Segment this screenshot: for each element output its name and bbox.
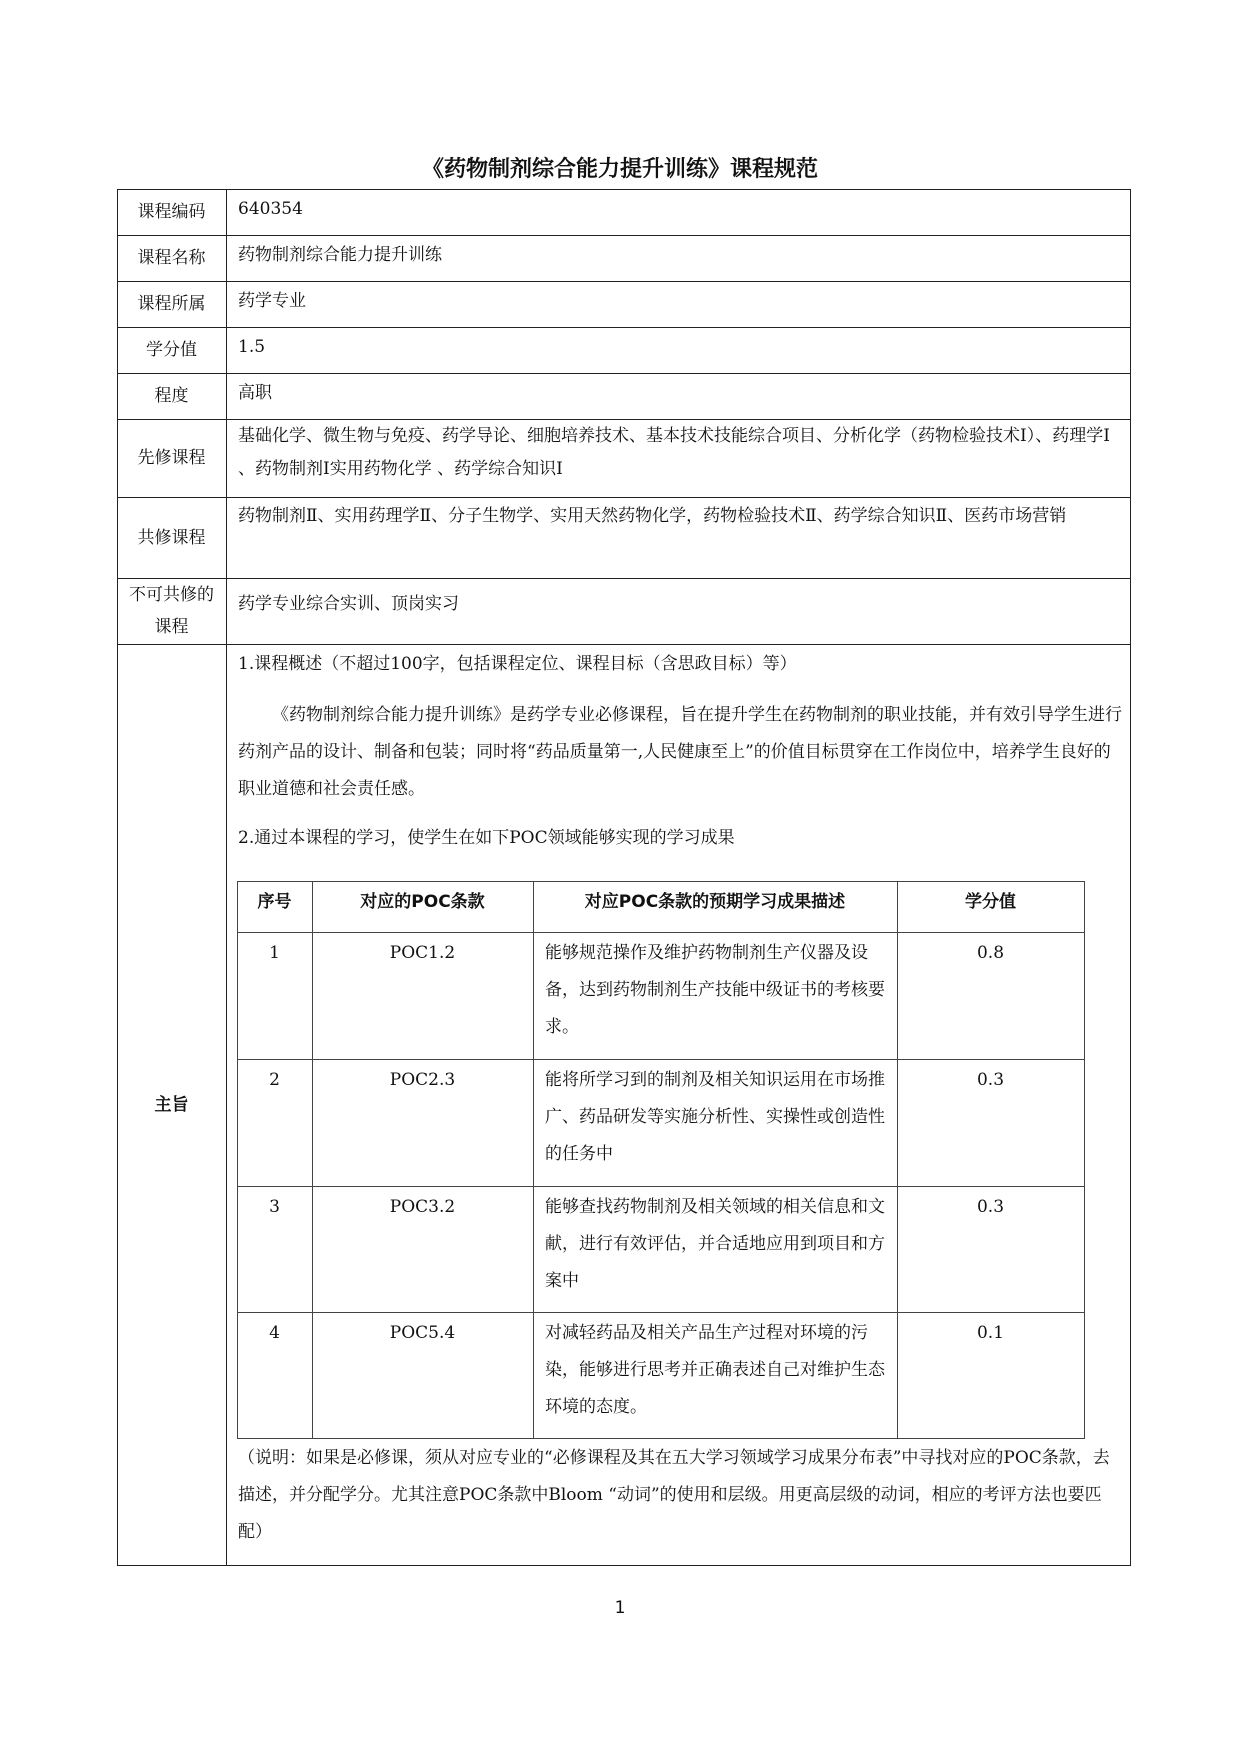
row-divider (117, 235, 1131, 236)
table-border (1130, 189, 1131, 1565)
overview-heading: 1.课程概述（不超过100字，包括课程定位、课程目标（含思政目标）等） (238, 654, 797, 674)
header-description: 对应POC条款的预期学习成果描述 (584, 892, 846, 912)
label-corequisites: 共修课程 (137, 527, 206, 548)
row-credit: 0.1 (976, 1323, 1005, 1343)
inner-row-divider (237, 1186, 1085, 1187)
row-poc: POC3.2 (389, 1197, 456, 1217)
value-course-department: 药学专业 (238, 291, 306, 311)
inner-table-border (1084, 881, 1085, 1438)
row-divider (117, 327, 1131, 328)
value-excluded-courses: 药学专业综合实训、顶岗实习 (238, 594, 459, 614)
value-course-code: 640354 (238, 199, 303, 219)
overview-text: 《药物制剂综合能力提升训练》是药学专业必修课程，旨在提升学生在药物制剂的职业技能，并有效引导学生进行药剂产品的设计、制备和包装；同时将“药品质量第一,人民健康至上”的价值目标贯穿在工作岗位中，培养学生良好的职业道德和社会责任感。 (238, 705, 1122, 799)
label-main-purpose: 主旨 (154, 1094, 189, 1115)
row-poc: POC1.2 (389, 943, 456, 963)
row-poc: POC2.3 (389, 1070, 456, 1090)
row-divider (117, 497, 1131, 498)
label-credits: 学分值 (146, 340, 197, 360)
row-credit: 0.3 (976, 1197, 1005, 1217)
value-level: 高职 (238, 383, 272, 403)
page-number: 1 (614, 1598, 626, 1618)
table-border (117, 189, 1131, 190)
header-credit: 学分值 (965, 892, 1016, 912)
inner-table-border (237, 881, 1085, 882)
inner-row-divider (237, 1059, 1085, 1060)
row-description: 能将所学习到的制剂及相关知识运用在市场推广、药品研发等实施分析性、实操性或创造性的任务中 (545, 1070, 885, 1164)
label-course-name: 课程名称 (137, 248, 206, 268)
row-divider (117, 373, 1131, 374)
row-divider (117, 578, 1131, 579)
label-excluded-courses: 不可共修的课程 (129, 585, 214, 637)
outcomes-heading: 2.通过本课程的学习，使学生在如下POC领域能够实现的学习成果 (238, 828, 735, 848)
row-description: 对减轻药品及相关产品生产过程对环境的污染，能够进行思考并正确表述自己对维护生态环境的态度。 (545, 1323, 885, 1417)
header-no: 序号 (257, 892, 292, 912)
row-divider (117, 644, 1131, 645)
row-no: 3 (269, 1197, 280, 1217)
table-border (117, 1565, 1131, 1566)
row-no: 4 (269, 1323, 280, 1343)
header-poc: 对应的POC条款 (360, 892, 485, 912)
value-prerequisites: 基础化学、微生物与免疫、药学导论、细胞培养技术、基本技术技能综合项目、分析化学（药物检验技术Ⅰ）、药理学Ⅰ 、药物制剂Ⅰ实用药物化学 、药学综合知识Ⅰ (238, 426, 1110, 479)
explanatory-note: （说明：如果是必修课，须从对应专业的“必修课程及其在五大学习领域学习成果分布表”中寻找对应的POC条款，去描述，并分配学分。尤其注意POC条款中Bloom “动词”的使用和层级。用更高层级的动词，相应的考评方法也要匹配） (238, 1448, 1110, 1542)
row-description: 能够规范操作及维护药物制剂生产仪器及设备，达到药物制剂生产技能中级证书的考核要求。 (545, 943, 885, 1037)
value-course-name: 药物制剂综合能力提升训练 (238, 245, 442, 265)
row-description: 能够查找药物制剂及相关领域的相关信息和文献，进行有效评估，并合适地应用到项目和方案中 (545, 1197, 885, 1291)
row-no: 1 (269, 943, 280, 963)
label-prerequisites: 先修课程 (137, 448, 206, 468)
row-credit: 0.8 (976, 943, 1005, 963)
inner-column-divider (533, 881, 534, 1438)
inner-row-divider (237, 1312, 1085, 1313)
inner-row-divider (237, 932, 1085, 933)
row-poc: POC5.4 (389, 1323, 456, 1343)
value-credits: 1.5 (238, 337, 266, 357)
row-divider (117, 281, 1131, 282)
label-course-code: 课程编码 (137, 202, 206, 222)
column-divider (226, 189, 227, 1565)
row-credit: 0.3 (976, 1070, 1005, 1090)
document-title: 《药物制剂综合能力提升训练》课程规范 (421, 157, 818, 182)
label-level: 程度 (154, 386, 189, 406)
label-course-department: 课程所属 (137, 294, 206, 314)
value-corequisites: 药物制剂Ⅱ、实用药理学Ⅱ、分子生物学、实用天然药物化学，药物检验技术Ⅱ、药学综合知识Ⅱ、医药市场营销 (238, 506, 1067, 526)
row-no: 2 (269, 1070, 280, 1090)
inner-table-border (237, 1438, 1085, 1439)
